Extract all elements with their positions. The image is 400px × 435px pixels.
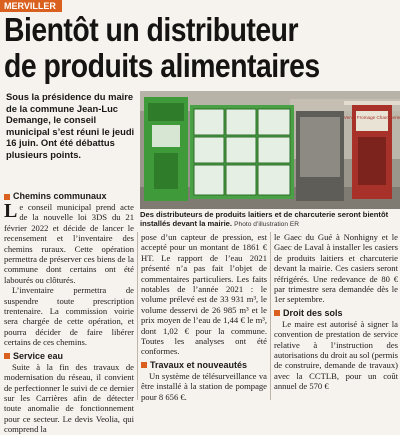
section-kicker: MERVILLER (0, 0, 62, 12)
section-heading-service-eau: Service eau (4, 351, 134, 362)
drop-cap: L (4, 200, 18, 222)
headline-line-1: Bientôt un distributeur (4, 11, 298, 48)
bullet-square-icon (4, 353, 10, 359)
headline-line-2: de produits alimentaires (4, 47, 320, 84)
vending-machines-illustration (140, 91, 400, 209)
column-1 (4, 190, 134, 435)
photo-caption (140, 210, 398, 230)
photo-credit: Photo d’illustration ER (234, 221, 300, 229)
section-heading-chemins: Chemins communaux (4, 191, 134, 202)
column-3 (274, 232, 398, 392)
paragraph: L’inventaire permettra de suspendre toute prescription trentenaire. La commission voirie sera chargée de cette opération, et pourra décider de faire libérer certains de ces chemins. (4, 285, 134, 348)
bullet-square-icon (4, 194, 10, 200)
column-divider (270, 232, 271, 400)
paragraph: Le maire est autorisé à signer la convention de prestation de service relative à l’instruction des autorisations du droit au sol (permis de construire, demande de travaux) avec la CCTLB, pour un coût annuel de 570 € (274, 318, 398, 392)
kiosk-sign-text: Vente Fromage Charcuterie (343, 115, 400, 120)
column-2 (141, 232, 267, 402)
lead-paragraph: Sous la présidence du maire de la commune Jean-Luc Demange, le conseil municipal s’est réuni le jeudi 16 juin. Ont été débattus plusieurs points. (6, 91, 135, 160)
bullet-square-icon (141, 362, 147, 368)
paragraph: Le conseil municipal prend acte de la nouvelle loi 3DS du 21 février 2022 et décide de lancer le recensement et l’inventaire des chemins ruraux. Cette opération permettra de préserver ces biens de la commune dont certains ont été labourés ou clôturés. (4, 200, 134, 285)
headline (4, 12, 400, 84)
paragraph: Un système de télésurveillance va être installé à la station de pompage pour 8 656 €. (141, 370, 267, 402)
paragraph: pose d’un capteur de pression, est accepté pour un montant de 1861 € HT. Le rapport de l’eau 2021 présenté n’a pas fait l’objet de commentaires particuliers. Les faits notables de l’année 2021 : le volume prélevé est de 33 931 m³, le volume desservi de 26 985 m³ et le prix moyen de l’eau de 1,44 € le m³, dont 1,02 € pour la commune. Toutes les analyses ont été conformes. (141, 232, 267, 357)
paragraph: le Gaec du Gué à Nonhigny et le Gaec de Laval à installer les casiers de produits laitiers et charcuterie devant la mairie. Ces casiers seront réfrigérés. Une redevance de 80 € par trimestre sera demandée dès le 1er septembre. (274, 232, 398, 305)
paragraph: Suite à la fin des travaux de modernisation du réseau, il convient de perfectionner le suivi de ce dernier sur les Carrières afin de détecter toute anomalie de fonctionnement pour ce secteur. Le devis Veolia, qui comprend la (4, 361, 134, 435)
section-heading-travaux: Travaux et nouveautés (141, 360, 267, 371)
caption-text: Des distributeurs de produits laitiers et de charcuterie seront bientôt installés devant la mairie. (140, 210, 389, 229)
article-photo (140, 91, 400, 209)
section-heading-droit-des-sols: Droit des sols (274, 308, 398, 319)
column-divider (137, 232, 138, 400)
bullet-square-icon (274, 310, 280, 316)
